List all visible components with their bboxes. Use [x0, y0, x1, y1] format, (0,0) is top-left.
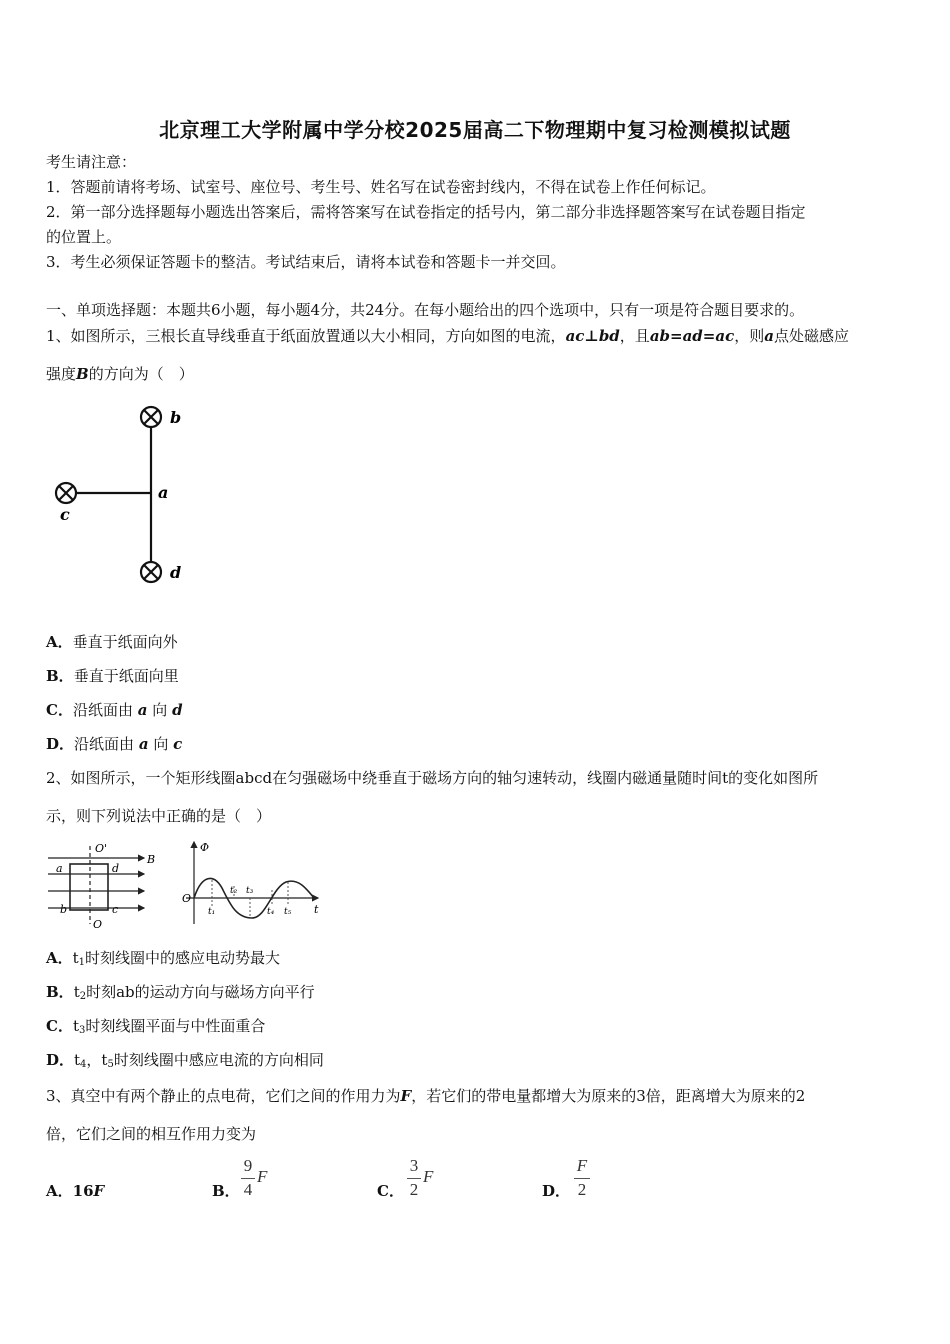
q3-option-b-letter: B． — [212, 1182, 240, 1200]
label-c: c — [112, 903, 119, 916]
wire-c-cross-icon — [56, 483, 76, 503]
q1-option-d: D．沿纸面由 a 向 c — [46, 735, 183, 753]
label-t4: t₄ — [267, 907, 275, 917]
q1-option-a: A．垂直于纸面向外 — [46, 633, 178, 651]
q2-option-a: A．$t_1$时刻线圈中的感应电动势最大 — [46, 949, 281, 968]
q2-option-c: C．$t_3$时刻线圈平面与中性面重合 — [46, 1017, 266, 1036]
wire-d-cross-icon — [141, 562, 161, 582]
q1-wire-figure — [46, 396, 196, 596]
q1-option-b: B．垂直于纸面向里 — [46, 667, 179, 685]
q1-stem-line2: 强度B的方向为（ ） — [46, 365, 194, 383]
label-c: c — [60, 505, 70, 524]
label-t2: t₂ — [230, 886, 238, 896]
notice-item: 1．答题前请将考场、试室号、座位号、考生号、姓名写在试卷密封线内，不得在试卷上作任何标记。 — [46, 178, 716, 196]
q3-stem-line1: 3、真空中有两个静止的点电荷，它们之间的作用力为F，若它们的带电量都增大为原来的3倍，距离增大为原来的2 — [46, 1087, 806, 1105]
q3-stem-line2: 倍，它们之间的相互作用力变为 — [46, 1125, 257, 1143]
q2-coil-figure — [46, 840, 166, 932]
q2-stem-line2: 示，则下列说法中正确的是（ ） — [46, 807, 272, 825]
coil-rect — [70, 864, 108, 910]
q3-option-c-fraction: 3 2 F — [406, 1156, 440, 1200]
q3-option-c-letter: C． — [377, 1182, 404, 1200]
notice-heading: 考生请注意： — [46, 153, 137, 171]
label-t5: t₅ — [284, 907, 292, 917]
label-a: a — [158, 483, 169, 502]
q3-option-b-fraction: 9 4 F — [240, 1156, 274, 1200]
label-phi: Φ — [200, 841, 210, 854]
label-b: b — [170, 408, 182, 427]
q2-stem-line1: 2、如图所示，一个矩形线圈abcd在匀强磁场中绕垂直于磁场方向的轴匀速转动，线圈内磁通量随时间t的变化如图所 — [46, 769, 819, 787]
wire-b-cross-icon — [141, 407, 161, 427]
label-d: d — [112, 862, 120, 875]
q3-option-a: A．16F — [46, 1182, 105, 1200]
q3-option-d-letter: D． — [542, 1182, 571, 1200]
page-title: 北京理工大学附属中学分校2025届高二下物理期中复习检测模拟试题 — [159, 118, 791, 142]
notice-item: 2．第一部分选择题每小题选出答案后，需将答案写在试卷指定的括号内，第二部分非选择题答案写在试卷题目指定 — [46, 203, 806, 221]
label-origin: O — [182, 892, 192, 905]
notice-item: 3．考生必须保证答题卡的整洁。考试结束后，请将本试卷和答题卡一并交回。 — [46, 253, 566, 271]
q1-option-c: C．沿纸面由 a 向 d — [46, 701, 183, 719]
q2-option-d: D．$t_4$，$t_5$时刻线圈中感应电流的方向相同 — [46, 1051, 324, 1070]
label-b-field: B — [147, 853, 156, 866]
label-t: t — [314, 903, 319, 916]
label-t3: t₃ — [246, 886, 254, 896]
label-d: d — [170, 563, 182, 582]
q3-option-d-fraction: F 2 — [574, 1156, 594, 1200]
q1-stem-line1: 1、如图所示，三根长直导线垂直于纸面放置通以大小相同，方向如图的电流，ac⊥bd，且ab=ad=ac，则a点处磁感应 — [46, 327, 849, 345]
label-t1: t₁ — [208, 907, 216, 917]
label-o-prime: O' — [95, 842, 108, 855]
q2-flux-graph — [176, 838, 326, 930]
label-b: b — [60, 903, 68, 916]
section-heading: 一、单项选择题：本题共6小题，每小题4分，共24分。在每小题给出的四个选项中，只有一项是符合题目要求的。 — [46, 301, 805, 319]
q2-option-b: B．$t_2$时刻ab的运动方向与磁场方向平行 — [46, 983, 315, 1002]
label-o: O — [93, 918, 103, 931]
notice-item: 的位置上。 — [46, 228, 122, 246]
label-a: a — [56, 862, 63, 875]
